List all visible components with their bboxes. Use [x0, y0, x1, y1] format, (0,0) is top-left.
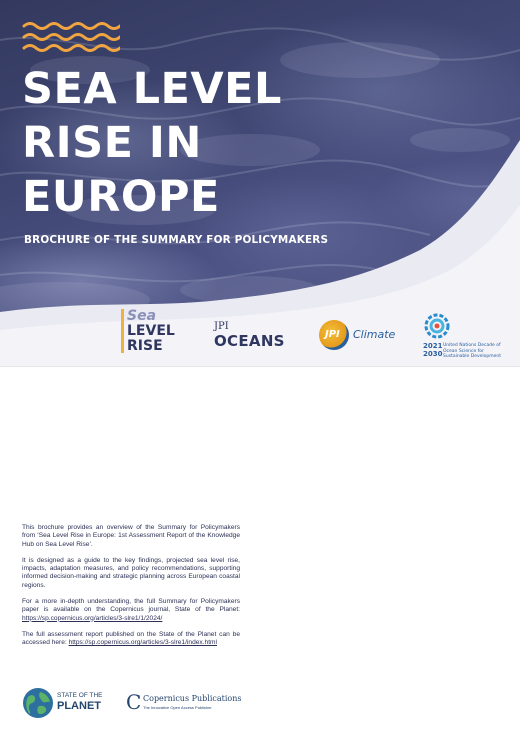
logo-text: The Innovative Open Access Publisher — [143, 705, 212, 710]
copernicus-mark-icon: C — [126, 690, 142, 714]
copernicus-publications-logo — [126, 691, 256, 717]
paragraph — [22, 524, 240, 549]
globe-icon — [22, 687, 54, 719]
state-of-the-planet-logo — [22, 687, 122, 721]
logo-text: STATE OF THE — [57, 692, 103, 699]
un-decade-years — [423, 342, 442, 358]
paragraph-text: This brochure provides an overview of the Summary for Policymakers from ‘Sea Level Rise in Europe: 1st Assessment Report of the Knowledge Hub on Sea Level Rise’. — [22, 524, 240, 548]
logo-text: Copernicus Publications — [143, 694, 242, 703]
paragraph-text: For a more in-depth understanding, the full Summary for Policymakers paper is available on the Copernicus journal, State of the Planet: — [22, 598, 240, 614]
logo-text: JPI — [325, 329, 340, 340]
paragraph-text: It is designed as a guide to the key findings, projected sea level rise, impacts, adaptation measures, and policy recommendations, supporting informed decision-making and strategic planning across European coastal regions. — [22, 556, 240, 589]
partner-logos — [0, 306, 520, 366]
logo-text: Climate — [353, 328, 396, 341]
intro-text — [22, 524, 240, 656]
cover-subtitle: BROCHURE OF THE SUMMARY FOR POLICYMAKERS — [24, 234, 329, 246]
full-report-link[interactable]: https://sp.copernicus.org/articles/3-slre1/index.html — [68, 639, 217, 647]
logo-text: JPI — [214, 321, 229, 332]
paragraph — [22, 557, 240, 590]
paragraph — [22, 631, 240, 648]
cover-title-line: EUROPE — [22, 172, 220, 222]
jpi-oceans-logo — [214, 321, 294, 349]
paragraph — [22, 598, 240, 623]
logo-text: United Nations Decade of Ocean Science for Sustainable Development — [443, 343, 502, 359]
logo-text: 2030 — [423, 350, 443, 358]
summary-paper-link[interactable]: https://sp.copernicus.org/articles/3-slre1/1/2024/ — [22, 614, 163, 622]
logo-text: RISE — [127, 338, 163, 354]
ocean-decade-ring-icon — [423, 312, 451, 340]
logo-text: OCEANS — [214, 332, 285, 350]
cover-title-line: RISE IN — [22, 118, 202, 168]
logo-text: LEVEL — [127, 323, 175, 339]
un-ocean-decade-logo — [423, 312, 505, 360]
publisher-logos — [22, 687, 262, 723]
logo-text: Sea — [127, 308, 157, 324]
paragraph-text: The full assessment report published on the State of the Planet can be accessed here: — [22, 630, 240, 647]
logo-text: PLANET — [57, 700, 101, 712]
logo-text: 2021 — [423, 342, 443, 350]
cover-title-line: SEA LEVEL — [22, 64, 282, 114]
logo-accent-bar — [121, 309, 124, 353]
sea-level-rise-logo — [121, 309, 183, 357]
jpi-climate-logo — [319, 320, 399, 352]
inner-page — [0, 366, 520, 729]
